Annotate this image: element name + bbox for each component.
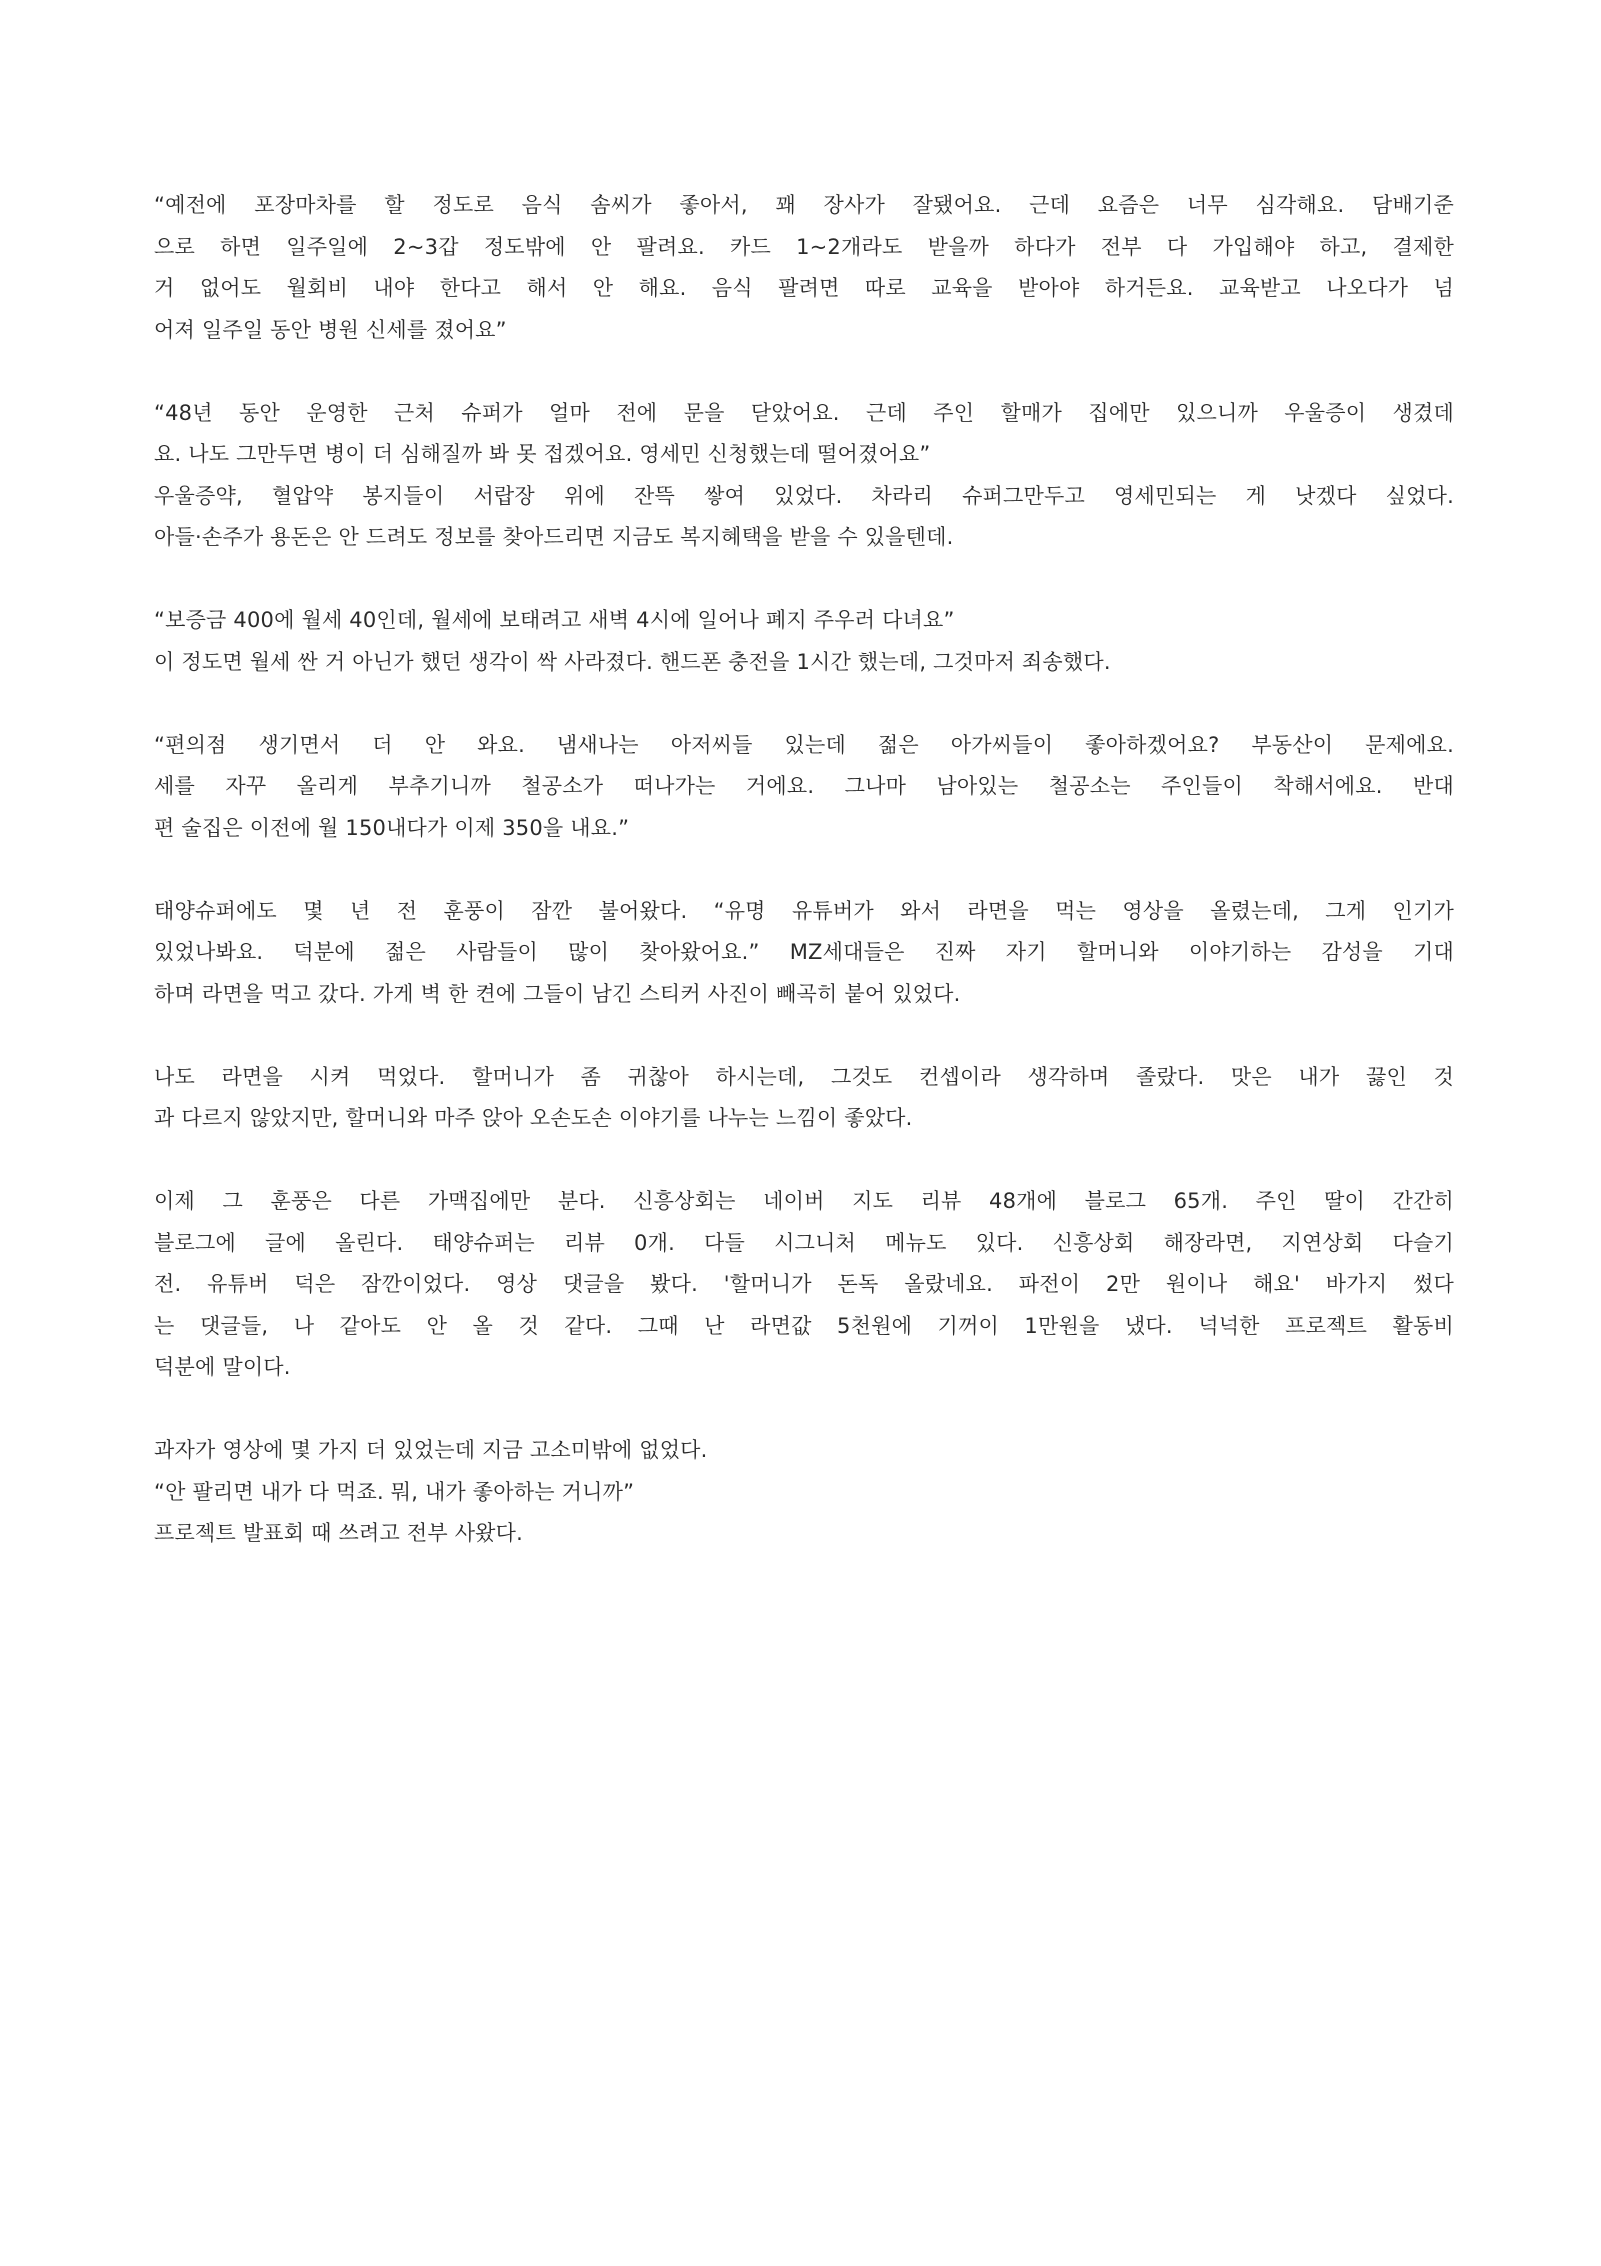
text-line: 으로 하면 일주일에 2~3갑 정도밖에 안 팔려요. 카드 1~2개라도 받을까 하다가 전부 다 가입해야 하고, 결제한 xyxy=(154,234,1454,259)
document-body xyxy=(154,185,1454,1596)
text-line: 는 댓글들, 나 같아도 안 올 것 같다. 그때 난 라면값 5천원에 기꺼이 1만원을 냈다. 넉넉한 프로젝트 활동비 xyxy=(154,1313,1454,1338)
paragraph-2 xyxy=(154,393,1454,559)
text-line: 블로그에 글에 올린다. 태양슈퍼는 리뷰 0개. 다들 시그니처 메뉴도 있다. 신흥상회 해장라면, 지연상회 다슬기 xyxy=(154,1230,1454,1255)
text-line: 거 없어도 월회비 내야 한다고 해서 안 해요. 음식 팔려면 따로 교육을 받아야 하거든요. 교육받고 나오다가 넘 xyxy=(154,276,1454,300)
paragraph-5 xyxy=(154,891,1454,1016)
text-line: 이 정도면 월세 싼 거 아닌가 했던 생각이 싹 사라졌다. 핸드폰 충전을 1시간 했는데, 그것마저 죄송했다. xyxy=(154,649,1111,674)
text-line: “편의점 생기면서 더 안 와요. 냄새나는 아저씨들 있는데 젊은 아가씨들이 좋아하겠어요? 부동산이 문제에요. xyxy=(154,732,1454,757)
paragraph-1 xyxy=(154,185,1454,351)
text-line: 아들·손주가 용돈은 안 드려도 정보를 찾아드리면 지금도 복지혜택을 받을 수 있을텐데. xyxy=(154,525,954,549)
text-line: 세를 자꾸 올리게 부추기니까 철공소가 떠나가는 거에요. 그나마 남아있는 철공소는 주인들이 착해서에요. 반대 xyxy=(154,774,1454,798)
paragraph-3 xyxy=(154,600,1454,683)
text-line: 편 술집은 이전에 월 150내다가 이제 350을 내요.” xyxy=(154,815,630,840)
text-line: 태양슈퍼에도 몇 년 전 훈풍이 잠깐 불어왔다. “유명 유튜버가 와서 라면을 먹는 영상을 올렸는데, 그게 인기가 xyxy=(154,898,1454,923)
text-line: 나도 라면을 시켜 먹었다. 할머니가 좀 귀찮아 하시는데, 그것도 컨셉이라 생각하며 졸랐다. 맛은 내가 끓인 것 xyxy=(154,1064,1454,1089)
text-line: 우울증약, 혈압약 봉지들이 서랍장 위에 잔뜩 쌓여 있었다. 차라리 슈퍼그만두고 영세민되는 게 낫겠다 싶었다. xyxy=(154,483,1454,508)
text-line: 요. 나도 그만두면 병이 더 심해질까 봐 못 접겠어요. 영세민 신청했는데 떨어졌어요” xyxy=(154,442,931,466)
text-line: 있었나봐요. 덕분에 젊은 사람들이 많이 찾아왔어요.” MZ세대들은 진짜 자기 할머니와 이야기하는 감성을 기대 xyxy=(154,940,1454,964)
text-line: 과자가 영상에 몇 가지 더 있었는데 지금 고소미밖에 없었다. xyxy=(154,1438,708,1462)
paragraph-4 xyxy=(154,725,1454,850)
text-line: 덕분에 말이다. xyxy=(154,1355,291,1379)
paragraph-8 xyxy=(154,1430,1454,1555)
text-line: 어져 일주일 동안 병원 신세를 졌어요” xyxy=(154,317,507,342)
text-line: “안 팔리면 내가 다 먹죠. 뭐, 내가 좋아하는 거니까” xyxy=(154,1479,635,1504)
text-line: 이제 그 훈풍은 다른 가맥집에만 분다. 신흥상회는 네이버 지도 리뷰 48개에 블로그 65개. 주인 딸이 간간히 xyxy=(154,1189,1454,1213)
text-line: “보증금 400에 월세 40인데, 월세에 보태려고 새벽 4시에 일어나 폐지 주우러 다녀요” xyxy=(154,608,955,632)
text-line: 프로젝트 발표회 때 쓰려고 전부 사왔다. xyxy=(154,1521,524,1545)
paragraph-7 xyxy=(154,1181,1454,1389)
paragraph-6 xyxy=(154,1057,1454,1140)
text-line: “예전에 포장마차를 할 정도로 음식 솜씨가 좋아서, 꽤 장사가 잘됐어요. 근데 요즘은 너무 심각해요. 담배기준 xyxy=(154,193,1454,217)
text-line: 하며 라면을 먹고 갔다. 가게 벽 한 켠에 그들이 남긴 스티커 사진이 빼곡히 붙어 있었다. xyxy=(154,981,961,1006)
text-line: “48년 동안 운영한 근처 슈퍼가 얼마 전에 문을 닫았어요. 근데 주인 할매가 집에만 있으니까 우울증이 생겼데 xyxy=(154,400,1454,425)
text-line: 전. 유튜버 덕은 잠깐이었다. 영상 댓글을 봤다. '할머니가 돈독 올랐네요. 파전이 2만 원이나 해요' 바가지 썼다 xyxy=(154,1272,1454,1296)
text-line: 과 다르지 않았지만, 할머니와 마주 앉아 오손도손 이야기를 나누는 느낌이 좋았다. xyxy=(154,1106,913,1130)
